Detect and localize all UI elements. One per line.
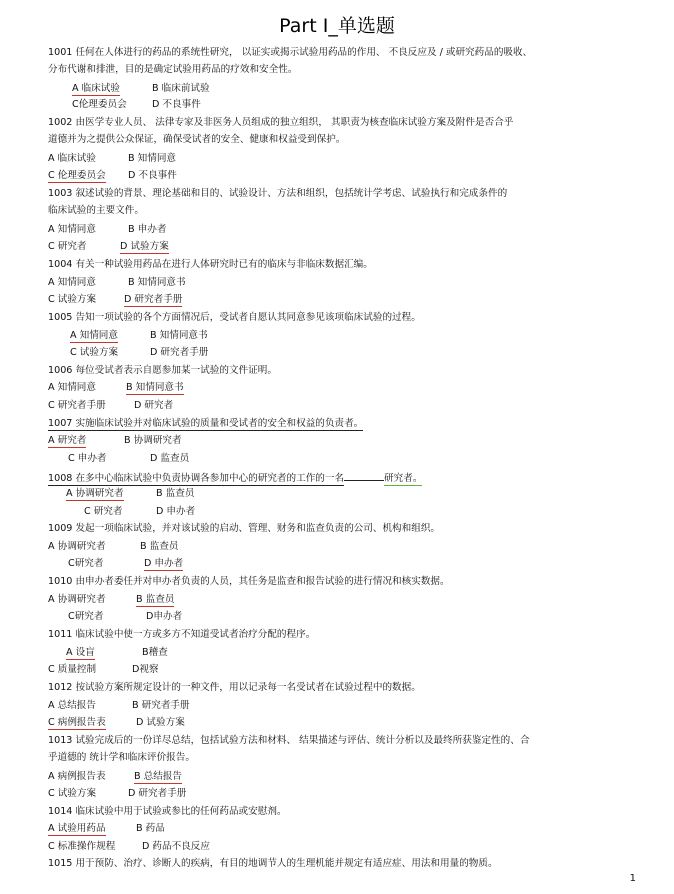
option-b: B 药品 bbox=[136, 823, 165, 834]
option-c: C 试验方案 bbox=[48, 294, 97, 305]
question-stem: 1013 试验完成后的一份详尽总结，包括试验方法和材料、 结果描述与评估、统计分析以及最终所获鉴定性的、合 bbox=[48, 735, 530, 746]
question-stem: 1006 每位受试者表示自愿参加某一试验的文件证明。 bbox=[48, 365, 277, 376]
option-d: D申办者 bbox=[146, 611, 183, 622]
option-a bbox=[70, 329, 118, 342]
question-stem bbox=[48, 417, 363, 430]
answer-marked: A 研究者 bbox=[48, 435, 87, 446]
answer-marked: B 监查员 bbox=[136, 594, 175, 605]
option-b: B 临床前试验 bbox=[152, 83, 210, 94]
answer-marked: A 试验用药品 bbox=[48, 823, 106, 834]
fill-blank bbox=[344, 470, 384, 481]
option-b: B 知情同意书 bbox=[150, 330, 208, 341]
option-b bbox=[134, 770, 182, 783]
option-c: C 研究者手册 bbox=[48, 400, 106, 411]
option-a bbox=[72, 82, 120, 95]
option-b: B 监查员 bbox=[140, 541, 179, 552]
option-b: B 协调研究者 bbox=[124, 435, 182, 446]
option-c: C 试验方案 bbox=[70, 347, 119, 358]
question-stem: 1014 临床试验中用于试验或参比的任何药品或安慰剂。 bbox=[48, 806, 287, 817]
option-d: D视察 bbox=[132, 664, 159, 675]
option-a bbox=[48, 434, 86, 447]
question-stem: 道德并为之提供公众保证，确保受试者的安全、健康和权益受到保护。 bbox=[48, 134, 346, 145]
option-c: C伦理委员会 bbox=[72, 99, 127, 110]
question-stem: 1001 任何在人体进行的药品的系统性研究， 以证实或揭示试验用药品的作用、 不良反应及 / 或研究药品的吸收、 bbox=[48, 47, 533, 58]
answer-marked: C 病例报告表 bbox=[48, 717, 106, 728]
option-c bbox=[48, 169, 106, 182]
option-a: A 知情同意 bbox=[48, 382, 96, 393]
question-stem: 1002 由医学专业人员、 法律专家及非医务人员组成的独立组织， 其职责为核查临床试验方案及附件是否合乎 bbox=[48, 117, 514, 128]
option-a: A 临床试验 bbox=[48, 153, 96, 164]
option-c: C 试验方案 bbox=[48, 788, 97, 799]
option-a bbox=[66, 487, 124, 500]
stem-underlined: 1007 实施临床试验并对临床试验的质量和受试者的安全和权益的负责者。 bbox=[48, 418, 364, 429]
option-d: D 研究者手册 bbox=[128, 788, 187, 799]
option-d bbox=[124, 293, 182, 306]
page-title: Part I_单选题 bbox=[279, 15, 395, 37]
option-c: C 研究者 bbox=[48, 241, 87, 252]
question-stem: 1010 由申办者委任并对申办者负责的人员，其任务是监查和报告试验的进行情况和核实数据。 bbox=[48, 576, 450, 587]
stem-tail: 研究者。 bbox=[384, 473, 423, 484]
question-stem: 1012 按试验方案所规定设计的一种文件，用以记录每一名受试者在试验过程中的数据。 bbox=[48, 682, 421, 693]
option-c: C 申办者 bbox=[68, 453, 107, 464]
question-stem: 1003 叙述试验的背景、理论基础和目的、试验设计、方法和组织，包括统计学考虑、试验执行和完成条件的 bbox=[48, 188, 508, 199]
option-d bbox=[144, 557, 183, 570]
option-d: D 申办者 bbox=[156, 506, 196, 517]
option-d: D 试验方案 bbox=[136, 717, 185, 728]
question-stem: 1009 发起一项临床试验，并对该试验的启动、管理、财务和监查负责的公司、机构和组织。 bbox=[48, 523, 441, 534]
stem-underlined: 1008 在多中心临床试验中负责协调各参加中心的研究者的工作的一名 bbox=[48, 473, 345, 484]
option-a: A 知情同意 bbox=[48, 277, 96, 288]
answer-marked: A 协调研究者 bbox=[66, 488, 124, 499]
page-number: 1 bbox=[629, 873, 636, 884]
question-stem: 临床试验的主要文件。 bbox=[48, 205, 144, 216]
question-stem: 1005 告知一项试验的各个方面情况后，受试者自愿认其同意参见该项临床试验的过程。 bbox=[48, 312, 421, 323]
option-b: B 监查员 bbox=[156, 488, 195, 499]
answer-marked: C 伦理委员会 bbox=[48, 170, 106, 181]
option-a: A 协调研究者 bbox=[48, 541, 106, 552]
answer-marked: B 总结报告 bbox=[134, 771, 183, 782]
option-a: A 知情同意 bbox=[48, 224, 96, 235]
option-b: B 知情同意书 bbox=[128, 277, 186, 288]
option-c: C 标准操作规程 bbox=[48, 841, 116, 852]
option-d: D 不良事件 bbox=[128, 170, 177, 181]
question-stem: 1004 有关一种试验用药品在进行人体研究时已有的临床与非临床数据汇编。 bbox=[48, 259, 373, 270]
question-stem: 1015 用于预防、治疗、诊断人的疾病，有目的地调节人的生理机能并规定有适应症、用法和用量的物质。 bbox=[48, 858, 498, 869]
option-b bbox=[136, 593, 174, 606]
option-c: C 研究者 bbox=[84, 506, 123, 517]
option-d: D 研究者 bbox=[134, 400, 174, 411]
option-b: B稽查 bbox=[142, 647, 168, 658]
answer-marked: A 设盲 bbox=[66, 647, 95, 658]
option-d: D 研究者手册 bbox=[150, 347, 209, 358]
option-d: D 不良事件 bbox=[152, 99, 201, 110]
option-c: C研究者 bbox=[68, 611, 104, 622]
answer-marked: A 知情同意 bbox=[70, 330, 118, 341]
option-b bbox=[126, 381, 184, 394]
option-b: B 研究者手册 bbox=[132, 700, 190, 711]
answer-marked: B 知情同意书 bbox=[126, 382, 184, 393]
question-stem: 分布代谢和排泄，目的是确定试验用药品的疗效和安全性。 bbox=[48, 64, 298, 75]
answer-marked: D 申办者 bbox=[144, 558, 184, 569]
option-a bbox=[48, 822, 106, 835]
answer-marked: A 临床试验 bbox=[72, 83, 120, 94]
question-stem: 乎道德的 统计学和临床评价报告。 bbox=[48, 752, 195, 763]
option-d: D 监查员 bbox=[150, 453, 190, 464]
option-b: B 知情同意 bbox=[128, 153, 177, 164]
option-c bbox=[48, 716, 106, 729]
answer-marked: D 试验方案 bbox=[120, 241, 169, 252]
option-d: D 药品不良反应 bbox=[142, 841, 210, 852]
question-stem bbox=[48, 470, 422, 485]
option-b: B 申办者 bbox=[128, 224, 167, 235]
option-d bbox=[120, 240, 169, 253]
option-c: C 质量控制 bbox=[48, 664, 97, 675]
question-stem: 1011 临床试验中使一方或多方不知道受试者治疗分配的程序。 bbox=[48, 629, 316, 640]
answer-marked: D 研究者手册 bbox=[124, 294, 183, 305]
option-a: A 病例报告表 bbox=[48, 771, 106, 782]
option-a: A 总结报告 bbox=[48, 700, 96, 711]
option-a: A 协调研究者 bbox=[48, 594, 106, 605]
option-a bbox=[66, 646, 95, 659]
option-c: C研究者 bbox=[68, 558, 104, 569]
